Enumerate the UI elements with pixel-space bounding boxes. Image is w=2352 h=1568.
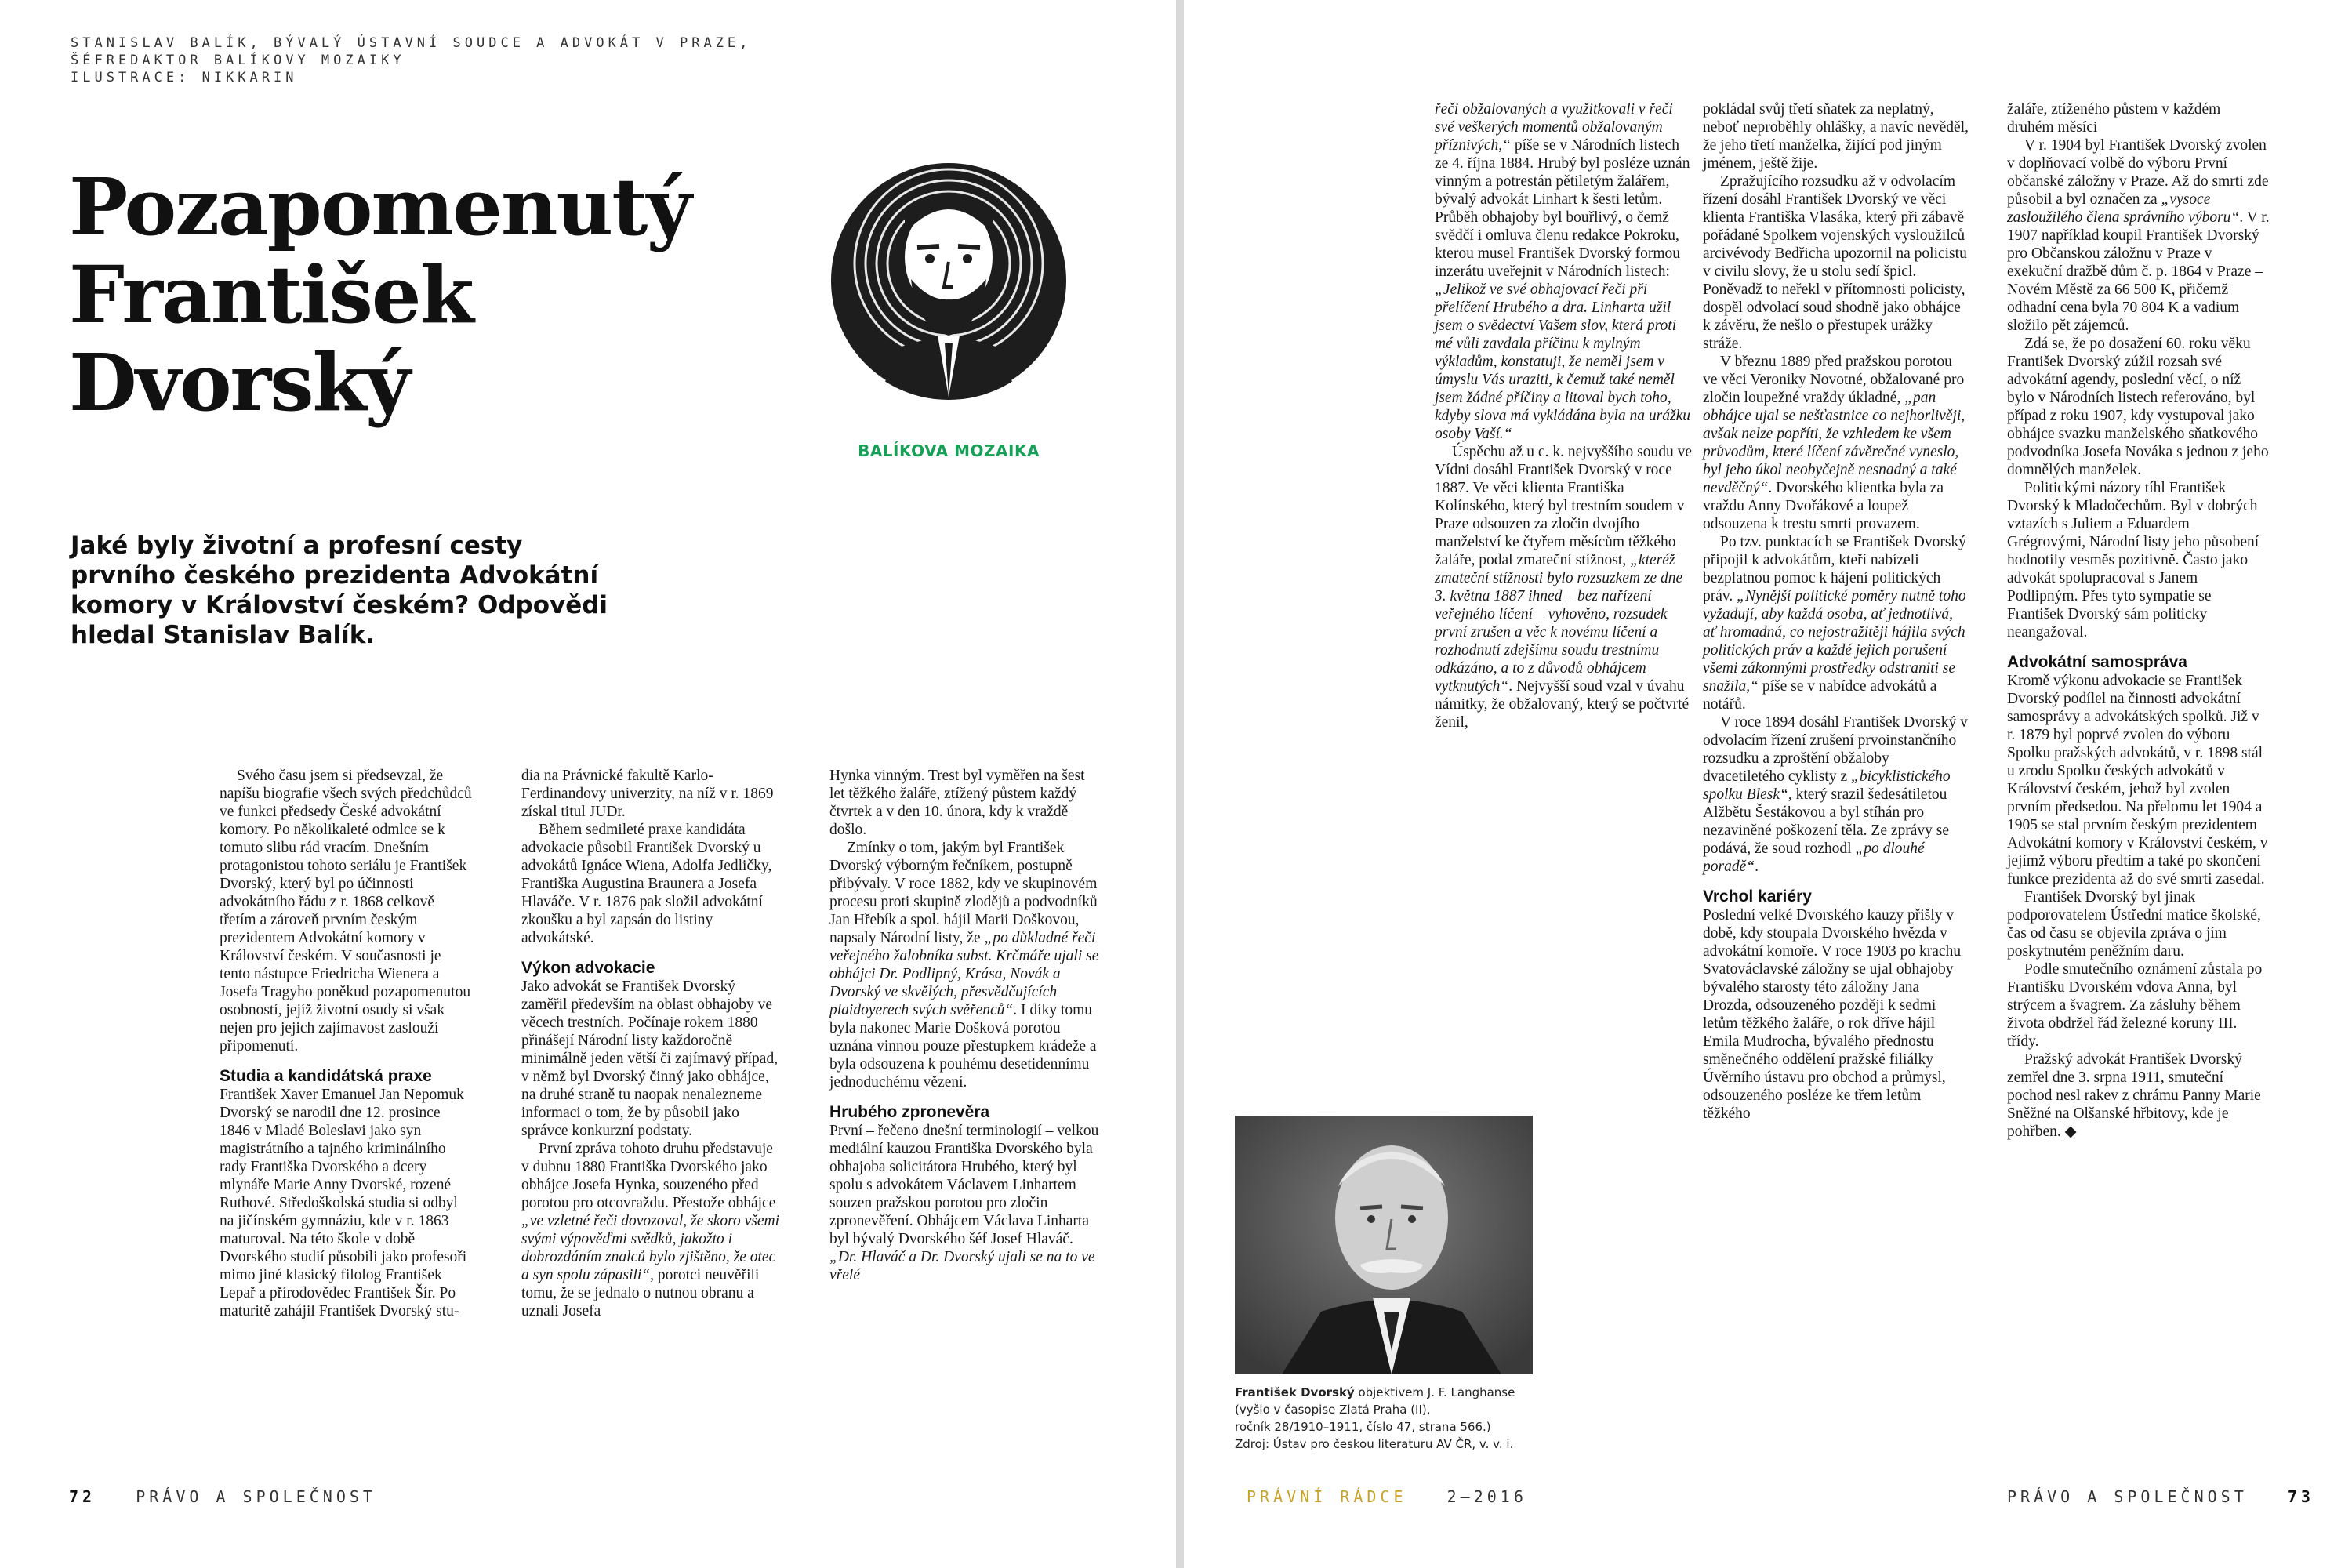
text-run: , který srazil šedesátiletou Alžbětu Šestákovou a byl stíhán pro nezaviněné poškození těla. Ze zprávy se podává, že soud rozhodl — [1703, 786, 1950, 857]
paragraph — [521, 1140, 784, 1320]
paragraph: Svého času jsem si předsevzal, že napíšu biografie všech svých předchůdců ve funkci předsedy České advokátní komory. Po několikaleté odmlce se k tomuto slibu rád vracím. Dnešním protagonistou tohoto seriálu je František Dvorský, který byl po účinnosti advokátního řádu z r. 1868 celkově třetím a zároveň prvním českým prezidentem Advokátní komory v Království českém. V současnosti je tento nástupce Friedricha Wienera a Josefa Tragyho poněkud pozapomenutou osobností, jejíž životní osudy si však nejen pro jejich zajímavost zaslouží připomenutí. — [220, 768, 472, 1054]
illustrated-portrait — [829, 162, 1068, 400]
quote: „Jelikož ve své obhajovací řeči při přelíčení Hrubého a dra. Linharta užil jsem o svědectví Vašem slov, která proti mé vůli zavdala příčinu k mylným výkladům, konstatuji, že neměl jsem v úmyslu Vás uraziti, k čemuž také neměl jsem žádné příčiny a litoval bych toho, kdyby slova má vykládána byla na urážku osoby Vaší.“ — [1435, 281, 1690, 442]
title-line: Dvorský — [69, 336, 409, 429]
paragraph: Během sedmileté praxe kandidáta advokacie působil František Dvorský u advokátů Ignáce Wiena, Adolfa Jedličky, Františka Augustina Braunera a Josefa Hlaváče. V r. 1876 pak složil advokátní zkoušku a byl zapsán do listiny advokátské. — [521, 822, 772, 946]
paragraph: Poslední velké Dvorského kauzy přišly v době, kdy stoupala Dvorského hvězda v advokátní komoře. V roce 1903 po krachu Svatováclavské záložny se ujal obhajoby bývalého starosty této záložny Jana Drozda, odsouzeného později k sedmi letům těžkého žaláře, o rok dříve hájil Emila Mudrocha, bývalého přednostu směnečného oddělení pražské filiálky Úvěrního ústavu pro obchod a průmysl, odsouzeného posléze ke třem letům těžkého — [1703, 907, 1962, 1122]
magazine-name: PRÁVNÍ RÁDCE — [1247, 1487, 1407, 1506]
paragraph — [1435, 443, 1693, 731]
caption-text: (vyšlo v časopise Zlatá Praha (II), — [1235, 1403, 1431, 1417]
text-run: Úspěchu až u c. k. nejvyššího soudu ve Vídni dosáhl František Dvorský v roce 1887. Ve věci klienta Františka Kolínského, který byl trestním soudem v Praze odsouzen za zločin dvojího manželství ke čtyřem měsícům těžkého žaláře, podal zmateční stížnost, — [1435, 444, 1692, 568]
paragraph: Podle smutečního oznámení zůstala po Františku Dvorském vdova Anna, byl strýcem a švagrem. Za zásluhy během života obdržel řád železné koruny III. třídy. — [2007, 961, 2263, 1050]
credit-line: STANISLAV BALÍK, BÝVALÝ ÚSTAVNÍ SOUDCE A ADVOKÁT V PRAZE, — [71, 35, 752, 51]
text-run: píše se v Národních listech ze 4. října 1884. Hrubý byl posléze uznán vinným a potrestán pětiletým žalářem, bývalý advokát Linhart k šesti letům. Průběh obhajoby byl bouřlivý, o čemž svědčí i omluva členu redakce Pokroku, kterou musel František Dvorský formou inzerátu uveřejnit v Národních listech: — [1435, 137, 1690, 280]
article-column-4 — [1435, 100, 1693, 731]
author-credits — [71, 34, 776, 86]
paragraph: Hynka vinným. Trest byl vyměřen na šest let těžkého žaláře, ztížený půstem každý čtvrtek a v den 10. února, kdy k vraždě došlo. — [829, 768, 1085, 838]
quote: „bicyklistického spolku Blesk“ — [1703, 768, 1951, 803]
quote: „Dr. Hlaváč a Dr. Dvorský ujali se na to ve vřelé — [829, 1249, 1095, 1283]
article-column-1 — [220, 767, 474, 1320]
page-footer-left — [69, 1487, 376, 1506]
credit-line: ILUSTRACE: NIKKARIN — [71, 70, 298, 85]
quote: „pan obhájce ujal se nešťastnice co nejhorlivěji, avšak nelze popříti, že vzhledem ke všem průvodům, které líčení závěrečné vyneslo, byl jeho úkol neobyčejně nesnadný a také nevděčný“ — [1703, 390, 1965, 496]
paragraph — [2007, 136, 2270, 335]
rubric-label: BALÍKOVA MOZAIKA — [858, 441, 1040, 460]
text-run: V roce 1894 dosáhl František Dvorský v odvolacím řízení zrušení prvoinstančního rozsudku a zproštění obžaloby dvacetiletého cyklisty z — [1703, 714, 1968, 785]
text-run: , porotci neuvěřili tomu, že se jednalo o nutnou obranu a uznali Josefa — [521, 1267, 760, 1319]
text-run: První – řečeno dnešní terminologií – velkou mediální kauzou Františka Dvorského byla obhajoba solicitátora Hrubého, který byl spolu s advokátem Václavem Linhartem souzen pražskou porotou pro zločin zpronevěření. Obhájcem Václava Linharta byl bývalý Dvorského šéf Josef Hlaváč. — [829, 1123, 1099, 1247]
text-run: Zmínky o tom, jakým byl František Dvorský výborným řečníkem, postupně přibývaly. V roce 1882, kdy ve skupinovém procesu proti skupině zlodějů a podvodníků Jan Hřebík a spol. hájil Marii Doškovou, napsaly Národní listy, že — [829, 840, 1098, 946]
caption-text: ročník 28/1910–1911, číslo 47, strana 566.) — [1235, 1420, 1491, 1434]
section-heading: Hrubého zpronevěra — [829, 1103, 990, 1121]
section-heading: Studia a kandidátská praxe — [220, 1067, 432, 1085]
paragraph: žaláře, ztíženého půstem v každém druhém měsíci — [2007, 101, 2221, 136]
title-line: Pozapomenutý — [69, 161, 691, 253]
quote: „ve vzletné řeči dovozoval, že skoro všemi svými výpověďmi svědků, jakožto i dobrozdáním znalců bylo zjištěno, že otec a syn spolu zápasili“ — [521, 1213, 780, 1283]
page-footer-right — [2007, 1487, 2314, 1506]
section-heading: Vrchol kariéry — [1703, 887, 1812, 906]
paragraph — [1703, 713, 1969, 876]
quote: „po dlouhé poradě“ — [1703, 840, 1925, 875]
text-run: . Dvorského klientka byla za vraždu Anny Dvořákové a loupež odsouzena k trestu smrti provazem. — [1703, 480, 1944, 532]
section-name: PRÁVO A SPOLEČNOST — [136, 1487, 376, 1506]
caption-name: František Dvorský — [1235, 1385, 1355, 1399]
caption-text: Zdroj: Ústav pro českou literaturu AV ČR, v. v. i. — [1235, 1437, 1514, 1451]
page-number: 73 — [2287, 1487, 2314, 1506]
quote: řeči obžalovaných a využitkovali v řeči své veškerých momentů obžalovaným příznivých,“ — [1435, 101, 1673, 154]
text-run: . V r. 1907 například koupil František Dvorský pro Občanskou záložnu v Praze v exekuční dražbě dům č. p. 1864 v Praze – Novém Městě za 66 500 K, přičemž odhadní cena byla 70 804 K a vadium složilo pět zájemců. — [2007, 209, 2270, 334]
paragraph — [1703, 353, 1969, 533]
text-run: První zpráva tohoto druhu představuje v dubnu 1880 Františka Dvorského jako obhájce Josefa Hynka, souzeného před porotou pro otcovraždu. Přestože obhájce — [521, 1141, 776, 1211]
paragraph: Jako advokát se František Dvorský zaměřil především na oblast obhajoby ve věcech trestních. Počínaje rokem 1880 přinášejí Národní listy každoročně minimálně jeden větší či zajímavý případ, v němž byl Dvorský činný jako obhájce, na druhé straně tu naopak nenalezneme informaci o tom, že by působil jako správce konkurzní podstaty. — [521, 978, 779, 1139]
section-heading: Advokátní samospráva — [2007, 653, 2187, 671]
title-line: František — [69, 249, 473, 341]
quote: „vysoce zasloužilého člena správního výboru“ — [2007, 191, 2240, 226]
article-column-3 — [829, 767, 1100, 1284]
caption-text: objektivem J. F. Langhanse — [1354, 1385, 1515, 1399]
right-page — [1184, 0, 2352, 1568]
historical-photo — [1235, 1116, 1533, 1374]
paragraph — [829, 839, 1100, 1091]
section-heading: Výkon advokacie — [521, 959, 655, 977]
paragraph: Zpražujícího rozsudku až v odvolacím řízení dosáhl František Dvorský ve věci klienta Františka Vlasáka, který při zábavě pořádané Spolkem vojenských vysloužilců arcivévody Bedřicha upozornil na policistu v civilu slovy, že u stolu sedí špicl. Poněvadž to neřekl v přítomnosti policisty, dospěl odvolací soud shodně jako obhájce k závěru, že nešlo o přestupek urážky stráže. — [1703, 173, 1967, 352]
page-number: 72 — [69, 1487, 96, 1506]
photo-image — [1235, 1116, 1533, 1374]
paragraph: Politickými názory tíhl František Dvorský k Mladočechům. Byl v dobrých vztazích s Juliem a Eduardem Grégrovými, Národní listy jeho působení hodnotily vesměs pozitivně. Často jako advokát spolupracoval s Janem Podlipným. Přes tyto sympatie se František Dvorský sám politicky neangažoval. — [2007, 480, 2259, 641]
text-run: . — [1755, 858, 1759, 875]
quote: „kteréž zmateční stížnosti bylo rozsuzkem ze dne 3. května 1887 ihned – bez nařízení veřejného líčení – vyhověno, rozsudek první zrušen a věc k novému líčení a rozhodnutí zdejšímu soudu trestnímu odkázáno, a to z důvodů obhájcem vytknutých“ — [1435, 552, 1683, 695]
quote: „po důkladné řeči veřejného žalobníka subst. Krčmáře ujali se obhájci Dr. Podlipný, Krása, Novák a Dvorský ve skvělých, přesvědčujících plaidoyerech svých svěřenců“ — [829, 930, 1099, 1018]
credit-line: ŠÉFREDAKTOR BALÍKOVY MOZAIKY — [71, 53, 405, 68]
text-run: V r. 1904 byl František Dvorský zvolen v doplňovací volbě do výboru První občanské záložny v Praze. Až do smrti zde působil a byl označen za — [2007, 137, 2269, 208]
paragraph — [1703, 533, 1969, 713]
paragraph: František Xaver Emanuel Jan Nepomuk Dvorský se narodil dne 12. prosince 1846 v Mladé Boleslavi jako syn magistrátního a tajného kriminálního rady Františka Dvorského a dcery mlynáře Marie Anny Dvorské, rozené Ruthové. Středoškolská studia si odbyl na jičínském gymnáziu, kde v r. 1863 maturoval. Na této škole v době Dvorského studií působili jako profesoři mimo jiné klasický filolog František Lepař a přírodovědec František Šír. Po maturitě zahájil František Dvorský stu- — [220, 1087, 467, 1319]
paragraph — [1435, 100, 1693, 443]
page-gutter — [1176, 0, 1184, 1568]
portrait-illustration — [829, 162, 1068, 400]
section-name: PRÁVO A SPOLEČNOST — [2007, 1487, 2248, 1506]
paragraph: František Dvorský byl jinak podporovatelem Ústřední matice školské, čas od času se objevila zpráva o jím poskytnutém peněžním daru. — [2007, 889, 2261, 960]
article-title — [69, 161, 775, 429]
lead-paragraph: Jaké byly životní a profesní cesty prvního českého prezidenta Advokátní komory v Království českém? Odpovědi hledal Stanislav Balík. — [71, 532, 608, 649]
text-run: . I díky tomu byla nakonec Marie Došková porotou uznána vinnou pouze přestupkem krádeže a byla odsouzena k pouhému desetidennímu jednoduchému vězení. — [829, 1002, 1097, 1091]
paragraph: Pražský advokát František Dvorský zemřel dne 3. srpna 1911, smuteční pochod nesl rakev z chrámu Panny Marie Sněžné na Olšanské hřbitovy, kde je pohřben. ◆ — [2007, 1051, 2261, 1140]
paragraph: Kromě výkonu advokacie se František Dvorský podílel na činnosti advokátní samosprávy a advokátských spolků. Již v r. 1879 byl poprvé zvolen do výboru Spolku pražských advokátů, v r. 1898 stál u zrodu Spolku českých advokátů v Království českém, jehož byl zvolen prvním předsedou. Na přelomu let 1904 a 1905 se stal prvním českým prezidentem Advokátní komory v Království českém, v jejímž výboru předtím a také po skončení funkce prezidenta až do své smrti zasedal. — [2007, 673, 2268, 887]
page-footer-right-magazine — [1247, 1487, 1527, 1506]
paragraph: Zdá se, že po dosažení 60. roku věku František Dvorský zúžil rozsah své advokátní agendy, poslední věcí, o níž bylo v Národních listech referováno, byl případ z roku 1907, kdy vystupoval jako obhájce svazku manželského sňatkového podvodníka Josefa Nováka s jednou z jeho domnělých manželek. — [2007, 336, 2269, 478]
paragraph: dia na Právnické fakultě Karlo-Ferdinandovy univerzity, na níž v r. 1869 získal titul JUDr. — [521, 768, 774, 820]
photo-caption — [1235, 1384, 1564, 1453]
paragraph — [829, 1122, 1100, 1284]
text-run: píše se v nabídce advokátů a notářů. — [1703, 678, 1937, 713]
article-column-2 — [521, 767, 784, 1320]
text-run: V březnu 1889 před pražskou porotou ve věci Veroniky Novotné, obžalované pro zločin loupežné vraždy úkladné, — [1703, 354, 1965, 406]
article-column-6 — [2007, 100, 2270, 1141]
text-run: Po tzv. punktacích se František Dvorský připojil k advokátům, kteří nabízeli bezplatnou pomoc k hájení politických práv. — [1703, 534, 1966, 604]
paragraph: pokládal svůj třetí sňatek za neplatný, neboť neproběhly ohlášky, a navíc nevěděl, že jeho třetí manželka, žijící pod jiným jménem, ještě žije. — [1703, 101, 1969, 172]
quote: „Nynější politické poměry nutně toho vyžadují, aby každá osoba, ať jednotlivá, ať hromadná, co nejostražitěji hájila svých politických práv a každé jejich porušení všemi zákonnými prostředky odstraniti se snažila,“ — [1703, 588, 1966, 695]
text-run: . Nejvyšší soud vzal v úvahu námitky, že obžalovaný, který se počtvrté ženil, — [1435, 678, 1690, 731]
article-column-5 — [1703, 100, 1969, 1123]
issue-label: 2—2016 — [1446, 1487, 1527, 1506]
